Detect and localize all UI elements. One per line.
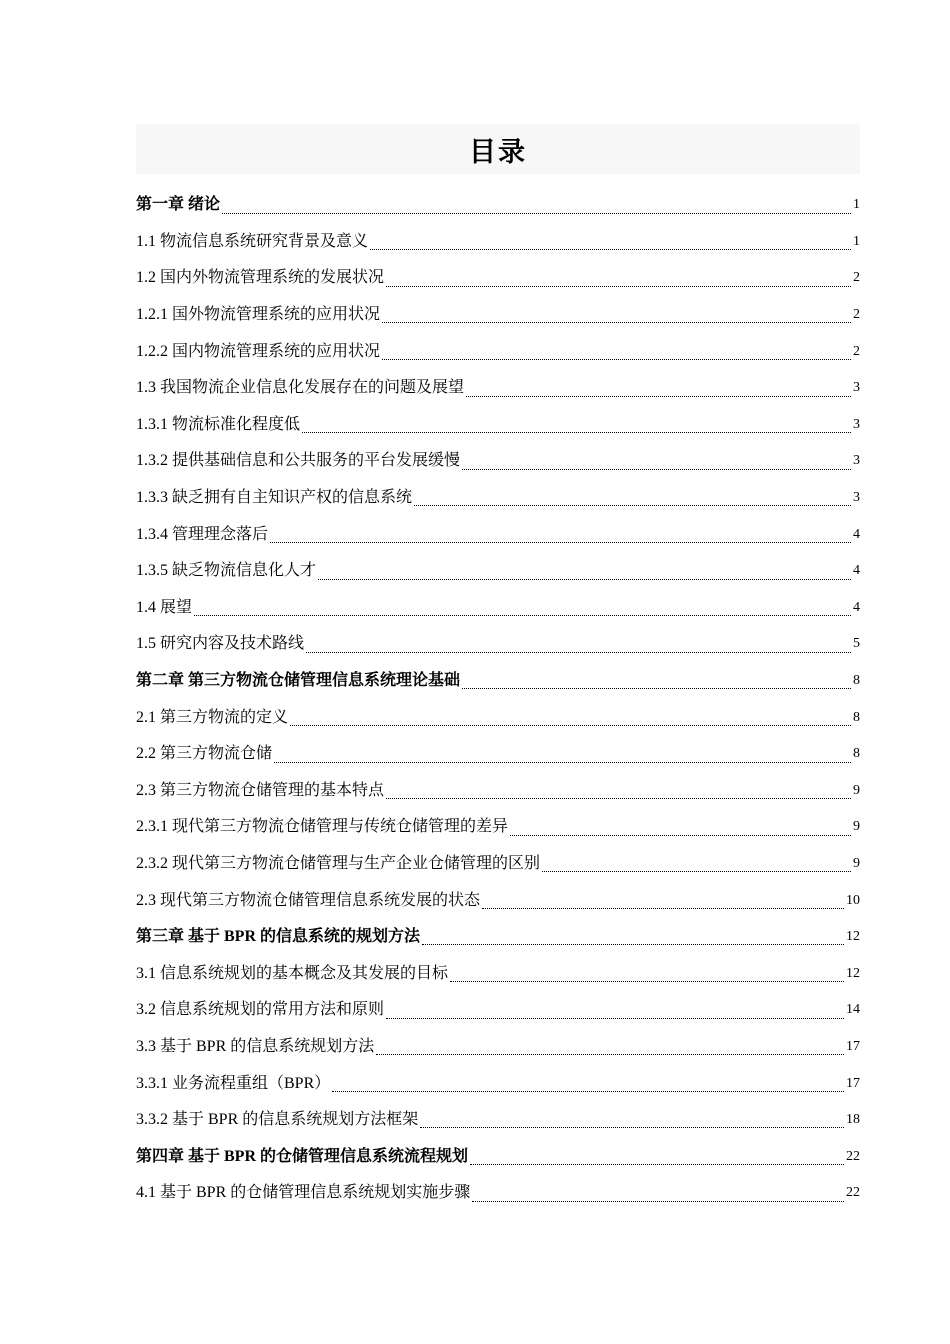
toc-page-number: 9 [853,855,860,871]
toc-entry-title: 1.3 我国物流企业信息化发展存在的问题及展望 [136,379,465,397]
toc-page-number: 18 [846,1112,860,1128]
toc-page-number: 9 [853,782,860,798]
dot-leader [376,1054,844,1055]
dot-leader [318,579,851,580]
toc-entry-title: 1.3.2 提供基础信息和公共服务的平台发展缓慢 [136,452,461,470]
toc-entry-title: 1.4 展望 [136,598,193,616]
dot-leader [274,762,851,763]
dot-leader [370,249,851,250]
dot-leader [194,615,851,616]
toc-section-entry[interactable] [136,407,860,444]
toc-entry-title: 3.1 信息系统规划的基本概念及其发展的目标 [136,964,449,982]
toc-section-entry[interactable] [136,1065,860,1102]
dot-leader [290,725,851,726]
toc-entry-title: 第一章 绪论 [136,196,221,214]
toc-page-number: 8 [853,746,860,762]
toc-page-number: 8 [853,673,860,689]
toc-section-entry[interactable] [136,224,860,261]
toc-section-entry[interactable] [136,370,860,407]
toc-entry-title: 1.2.2 国内物流管理系统的应用状况 [136,342,381,360]
toc-page-number: 3 [853,380,860,396]
toc-entry-title: 2.3.1 现代第三方物流仓储管理与传统仓储管理的差异 [136,818,509,836]
toc-chapter-entry[interactable] [136,919,860,956]
toc-chapter-entry[interactable] [136,1138,860,1175]
toc-section-entry[interactable] [136,992,860,1029]
toc-entry-title: 2.3 现代第三方物流仓储管理信息系统发展的状态 [136,891,481,909]
toc-section-entry[interactable] [136,882,860,919]
toc-section-entry[interactable] [136,1029,860,1066]
dot-leader [386,798,851,799]
toc-entry-title: 2.3 第三方物流仓储管理的基本特点 [136,781,385,799]
toc-section-entry[interactable] [136,553,860,590]
toc-section-entry[interactable] [136,736,860,773]
toc-page-number: 10 [846,892,860,908]
title-band [136,124,860,174]
toc-entry-title: 1.3.4 管理理念落后 [136,525,269,543]
toc-page-number: 1 [853,197,860,213]
dot-leader [222,213,851,214]
toc-page-number: 12 [846,929,860,945]
toc-section-entry[interactable] [136,480,860,517]
dot-leader [462,469,851,470]
toc-entry-title: 2.2 第三方物流仓储 [136,745,273,763]
toc-section-entry[interactable] [136,773,860,810]
toc-entry-title: 1.3.5 缺乏物流信息化人才 [136,562,317,580]
toc-entry-title: 第三章 基于 BPR 的信息系统的规划方法 [136,928,421,946]
toc-section-entry[interactable] [136,626,860,663]
toc-chapter-entry[interactable] [136,663,860,700]
toc-section-entry[interactable] [136,846,860,883]
toc-page-number: 2 [853,343,860,359]
toc-entry-title: 1.2.1 国外物流管理系统的应用状况 [136,306,381,324]
toc-section-entry[interactable] [136,516,860,553]
toc-page-number: 17 [846,1075,860,1091]
dot-leader [306,652,851,653]
toc-section-entry[interactable] [136,955,860,992]
toc-page-number: 2 [853,270,860,286]
page-title: 目录 [469,136,527,168]
toc-page-number: 17 [846,1038,860,1054]
toc-section-entry[interactable] [136,333,860,370]
toc-page-number: 4 [853,526,860,542]
toc-entry-title: 1.1 物流信息系统研究背景及意义 [136,232,369,250]
toc-page-number: 8 [853,709,860,725]
table-of-contents [136,187,860,1212]
dot-leader [386,1018,844,1019]
toc-entry-title: 第二章 第三方物流仓储管理信息系统理论基础 [136,672,461,690]
toc-section-entry[interactable] [136,260,860,297]
toc-entry-title: 2.3.2 现代第三方物流仓储管理与生产企业仓储管理的区别 [136,854,541,872]
dot-leader [450,981,844,982]
toc-section-entry[interactable] [136,297,860,334]
toc-entry-title: 4.1 基于 BPR 的仓储管理信息系统规划实施步骤 [136,1184,471,1202]
dot-leader [414,505,851,506]
toc-page-number: 22 [846,1185,860,1201]
dot-leader [542,871,851,872]
dot-leader [510,835,851,836]
toc-section-entry[interactable] [136,809,860,846]
dot-leader [302,432,851,433]
toc-entry-title: 第四章 基于 BPR 的仓储管理信息系统流程规划 [136,1147,469,1165]
dot-leader [482,908,844,909]
toc-entry-title: 2.1 第三方物流的定义 [136,708,289,726]
dot-leader [420,1127,844,1128]
dot-leader [472,1201,844,1202]
dot-leader [466,396,851,397]
toc-section-entry[interactable] [136,1102,860,1139]
dot-leader [382,359,851,360]
toc-entry-title: 3.3.1 业务流程重组（BPR） [136,1074,331,1092]
toc-page-number: 22 [846,1148,860,1164]
toc-page-number: 9 [853,819,860,835]
toc-entry-title: 1.2 国内外物流管理系统的发展状况 [136,269,385,287]
dot-leader [270,542,851,543]
toc-section-entry[interactable] [136,699,860,736]
dot-leader [470,1164,844,1165]
toc-entry-title: 1.3.3 缺乏拥有自主知识产权的信息系统 [136,489,413,507]
toc-page-number: 3 [853,490,860,506]
dot-leader [332,1091,844,1092]
dot-leader [422,944,844,945]
toc-entry-title: 3.3.2 基于 BPR 的信息系统规划方法框架 [136,1111,419,1129]
toc-page-number: 14 [846,1002,860,1018]
toc-entry-title: 3.3 基于 BPR 的信息系统规划方法 [136,1037,375,1055]
toc-entry-title: 1.5 研究内容及技术路线 [136,635,305,653]
toc-page-number: 4 [853,599,860,615]
toc-entry-title: 3.2 信息系统规划的常用方法和原则 [136,1001,385,1019]
toc-section-entry[interactable] [136,443,860,480]
toc-page-number: 4 [853,563,860,579]
toc-section-entry[interactable] [136,590,860,627]
toc-page-number: 1 [853,233,860,249]
toc-page-number: 2 [853,307,860,323]
toc-page-number: 3 [853,416,860,432]
toc-page-number: 5 [853,636,860,652]
dot-leader [462,688,851,689]
dot-leader [382,322,851,323]
toc-page-number: 12 [846,965,860,981]
toc-chapter-entry[interactable] [136,187,860,224]
toc-entry-title: 1.3.1 物流标准化程度低 [136,415,301,433]
dot-leader [386,286,851,287]
toc-section-entry[interactable] [136,1175,860,1212]
toc-page-number: 3 [853,453,860,469]
